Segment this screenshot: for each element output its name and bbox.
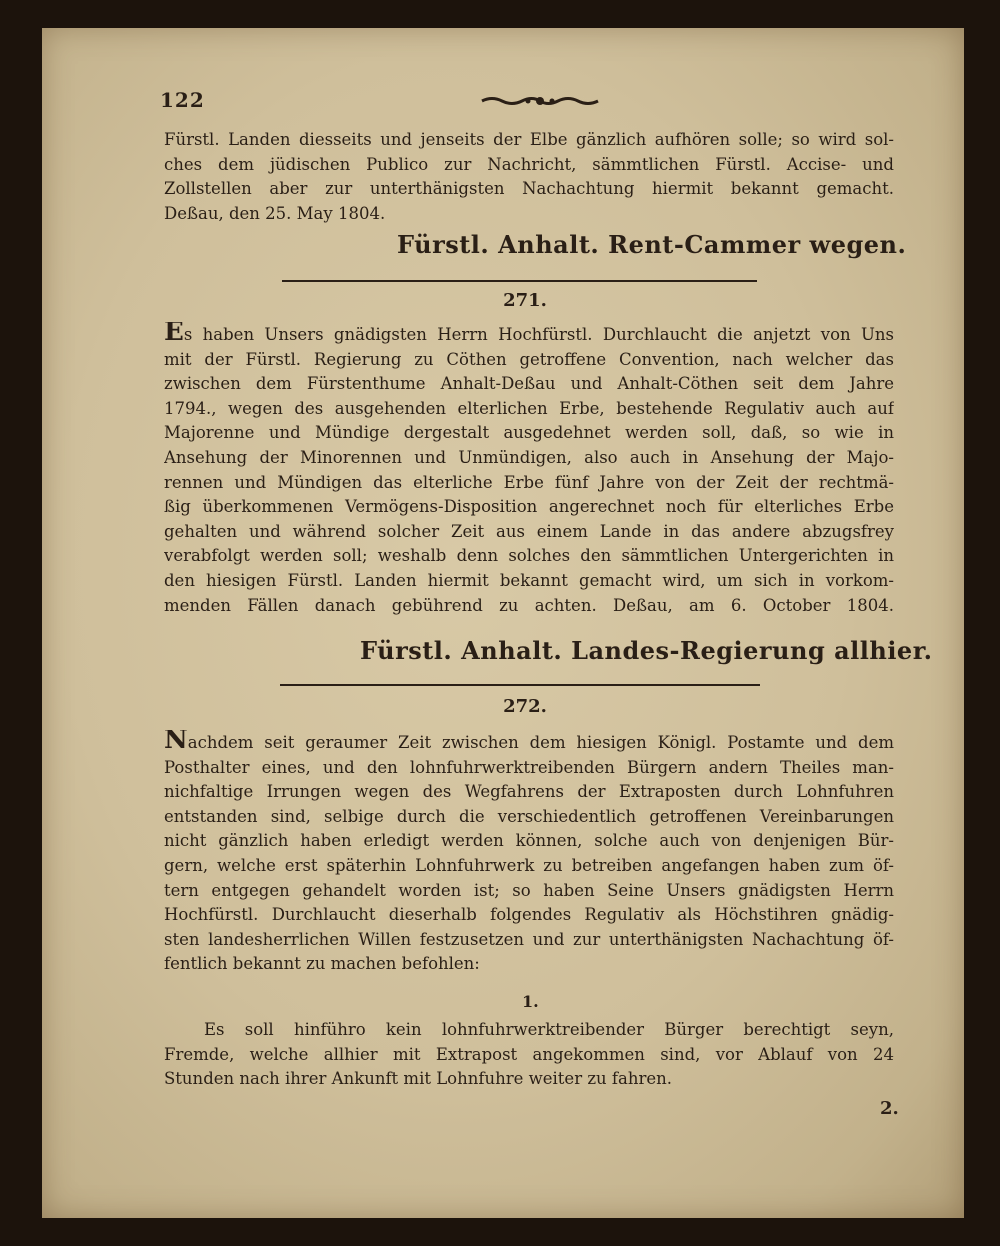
text-line: ches dem jüdischen Publico zur Nachricht, sämmtlichen Fürstl. Accise- und [164, 154, 894, 174]
text-line: fentlich bekannt zu machen befohlen: [164, 954, 480, 974]
drop-cap: E [164, 322, 184, 347]
text-line: Nachdem seit geraumer Zeit zwischen dem hiesigen Königl. Postamte und dem [164, 730, 894, 756]
text-line: ßig überkommenen Vermögens-Disposition angerechnet noch für elterliches Erbe [164, 497, 894, 517]
text-line: Posthalter eines, und den lohnfuhrwerktreibenden Bürgern andern Theiles man- [164, 757, 894, 777]
signature-landes-regierung: Fürstl. Anhalt. Landes-Regierung allhier. [360, 636, 933, 665]
entry-271-text [164, 322, 894, 618]
ornament-divider [480, 94, 600, 108]
text-line: Fremde, welche allhier mit Extrapost angekommen sind, vor Ablauf von 24 [164, 1044, 894, 1064]
entry-272-text [164, 730, 894, 977]
text-line: Deßau, den 25. May 1804. [164, 203, 386, 223]
section-rule [280, 684, 760, 686]
signature-rent-cammer: Fürstl. Anhalt. Rent-Cammer wegen. [397, 230, 907, 259]
catchword: 2. [880, 1098, 899, 1119]
text-line: menden Fällen danach gebührend zu achten. Deßau, am 6. October 1804. [164, 595, 894, 615]
text-line: Zollstellen aber zur unterthänigsten Nachachtung hiermit bekannt gemacht. [164, 179, 894, 199]
text-line: tern entgegen gehandelt worden ist; so haben Seine Unsers gnädigsten Herrn [164, 880, 894, 900]
text-line: rennen und Mündigen das elterliche Erbe fünf Jahre von der Zeit der rechtmä- [164, 472, 894, 492]
text-line: verabfolgt werden soll; weshalb denn solches den sämmtlichen Untergerichten in [164, 546, 894, 566]
book-page [42, 28, 964, 1218]
text-line: Majorenne und Mündige dergestalt ausgedehnet werden soll, daß, so wie in [164, 423, 894, 443]
text-line: Fürstl. Landen diesseits und jenseits der Elbe gänzlich aufhören solle; so wird sol- [164, 130, 894, 149]
section-rule [282, 280, 757, 282]
text-line: gern, welche erst späterhin Lohnfuhrwerk zu betreiben angefangen haben zum öf- [164, 855, 894, 875]
text-line: Es haben Unsers gnädigsten Herrn Hochfürstl. Durchlaucht die anjetzt von Uns [164, 322, 894, 348]
page-number: 122 [160, 88, 205, 112]
paragraph-1-text [164, 1018, 894, 1092]
continuation-text [164, 128, 894, 226]
text-line: Stunden nach ihrer Ankunft mit Lohnfuhre weiter zu fahren. [164, 1069, 672, 1089]
text-line: Es soll hinführo kein lohnfuhrwerktreibender Bürger berechtigt seyn, [204, 1020, 894, 1039]
text-line: sten landesherrlichen Willen festzusetzen und zur unterthänigsten Nachachtung öf- [164, 929, 894, 949]
text-line: Ansehung der Minorennen und Unmündigen, also auch in Ansehung der Majo- [164, 447, 894, 467]
drop-cap: N [164, 730, 188, 755]
text-line: 1794., wegen des ausgehenden elterlichen Erbe, bestehende Regulativ auch auf [164, 398, 894, 418]
text-line: entstanden sind, selbige durch die verschiedentlich getroffenen Vereinbarungen [164, 806, 894, 826]
text-line: mit der Fürstl. Regierung zu Cöthen getroffene Convention, nach welcher das [164, 349, 894, 369]
entry-number-271: 271. [503, 290, 547, 311]
text-line: zwischen dem Fürstenthume Anhalt-Deßau und Anhalt-Cöthen seit dem Jahre [164, 374, 894, 394]
entry-number-272: 272. [503, 696, 547, 717]
text-line: nichfaltige Irrungen wegen des Wegfahrens der Extraposten durch Lohnfuhren [164, 782, 894, 802]
text-line: den hiesigen Fürstl. Landen hiermit bekannt gemacht wird, um sich in vorkom- [164, 570, 894, 590]
paragraph-number: 1. [522, 992, 539, 1011]
text-line: Hochfürstl. Durchlaucht dieserhalb folgendes Regulativ als Höchstihren gnädig- [164, 905, 894, 925]
text-line: nicht gänzlich haben erledigt werden können, solche auch von denjenigen Bür- [164, 831, 894, 851]
page-header [160, 88, 880, 128]
text-line: gehalten und während solcher Zeit aus einem Lande in das andere abzugsfrey [164, 521, 894, 541]
